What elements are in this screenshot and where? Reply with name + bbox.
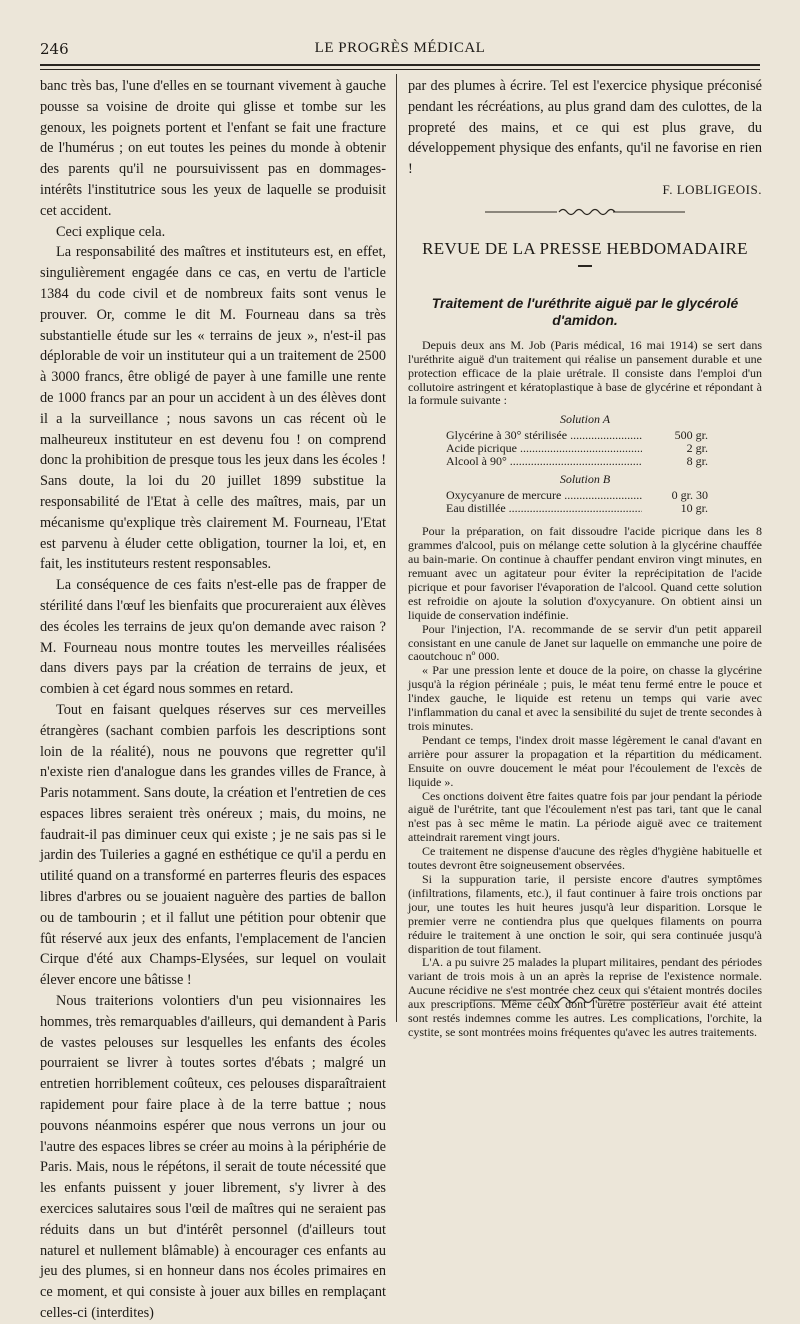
left-column <box>40 76 386 1324</box>
section-title: REVUE DE LA PRESSE HEBDOMADAIRE <box>422 238 748 258</box>
column-divider <box>396 74 397 1022</box>
page-header <box>40 40 760 62</box>
article-paragraph: Ce traitement ne dispense d'aucune des règles d'hygiène habituelle et toutes devront être soigneusement observées. <box>408 844 762 873</box>
section-dash <box>578 265 592 267</box>
paragraph: Nous traiterions volontiers d'un peu visionnaires les hommes, très remarquables d'ailleurs, qui demandent à Paris de vastes pelouses sur lesquelles les enfants des écoles pourraient se livrer à toutes sortes d'ébats ; malgré un entretien horriblement coûteux, ces pelouses disparaîtraient rapidement pour faire place à de la terre battue ; nous pouvons néanmoins espérer que nous verrons un jour ou l'autre des espaces libres se créer au moins à la périphérie de Paris. Mais, nous le répétons, il serait de toute nécessité que les enfants puissent y jouer librement, s'y livrer à des exercices salutaires sous l'œil de maîtres qui ne seraient pas réduits dans un but d'intérêt personnel (d'ailleurs tout naturel et nullement blâmable) à encourager ces enfants au jeu des plumes, si en honneur dans nos écoles primaires en ce moment, et qui consiste à jouer aux billes en remplaçant celles-ci (interdites) <box>40 993 387 1322</box>
formula-row <box>446 442 708 455</box>
paragraph: Ceci explique cela. <box>56 223 166 240</box>
article-paragraph: « Par une pression lente et douce de la poire, on chasse la glycérine jusqu'à la région périnéale ; puis, le méat tenu fermé entre le pouce et l'index gauche, le liquide est retenu un temps qui varie avec l'inflammation du canal et avec la sensibilité du sujet de trente secondes à trois minutes. <box>408 663 762 733</box>
article-paragraph: Ces onctions doivent être faites quatre fois par jour pendant la période aiguë de l'urétrite, tant que l'écoulement n'est pas tari, tant que le canal n'est pas à sec même le matin. La période aiguë avec ce traitement atteindrait rarement vingt jours. <box>408 788 762 845</box>
paragraph: Tout en faisant quelques réserves sur ces merveilles étrangères (sachant combien parfois les descriptions sont loin de la réalité), nous ne pouvons que regretter qu'il n'existe rien d'analogue dans les grandes villes de France, à Paris notamment. Sans doute, la création et l'entretien de ces espaces libres seraient très onéreux ; mais, du moins, ne faudrait-il pas diminuer ceux qui existe ; je ne sais pas si le jardin des Tuileries a gagné en esthétique ce qu'il a perdu en utilité quand on a transformé en parterres fleuris des espaces libres d'arbres ou se jouaient naguère des parties de ballon ou de tambourin ; et il fallut une pétition pour obtenir que fût réservé aux jeux des enfants, l'emplacement de l'ancien Cirque d'été aux Champs-Elysées, sur lequel on voulait élever encore une bâtisse ! <box>40 701 386 989</box>
solution-b-heading: Solution B <box>559 472 611 487</box>
solution-b-formula <box>446 489 708 515</box>
ingredient: Acide picrique ..... <box>446 442 642 455</box>
article-paragraph: L'A. a pu suivre 25 malades la plupart militaires, pendant des périodes variant de trois mois à un an après la reprise de l'existence normale. Aucune récidive ne s'est montrée chez ceux qui s'étaient montrés dociles aux prescriptions. Même ceux dont l'urètre postérieur avait été atteint sont restés indemnes comme les autres. Les complications, l'orchite, la cystite, se sont montrées moins fréquentes qu'avec les autres traitements. <box>408 955 762 1039</box>
quantity: 8 gr. <box>686 454 708 469</box>
formula-row <box>446 489 708 502</box>
article-paragraph: Pendant ce temps, l'index droit masse légèrement le canal d'avant en arrière pour assurer la propagation et la répartition du médicament. Ensuite on ouvre doucement le méat pour l'écoulement de l'excès de liquide ». <box>408 732 762 789</box>
ingredient: Glycérine à 30° stérilisée ..... <box>446 429 642 442</box>
continuation-paragraph: par des plumes à écrire. Tel est l'exercice physique préconisé pendant les récréations, au plus grand dam des culottes, de la propreté des mains, et ce qui est plus grave, du développement physique des enfants, qu'il ne favorise en rien ! <box>408 78 762 178</box>
ingredient: Eau distillée ..... <box>446 502 642 515</box>
author-signature: F. LOBLIGEOIS. <box>662 181 762 197</box>
formula-row <box>446 502 708 515</box>
paragraph: banc très bas, l'une d'elles en se tournant vivement à gauche pousse sa voisine de droite qui glisse et tombe sur les genoux, les poignets portent et l'enfant se fait une fracture de l'humérus ; on eut toutes les peines du monde à obtenir des parents qu'il ne poursuivissent pas en dommages-intérêts l'institutrice sous les yeux de laquelle se produisit cet accident. <box>40 78 386 219</box>
formula-row <box>446 429 708 442</box>
ornamental-separator <box>408 207 762 217</box>
right-column <box>408 76 762 1040</box>
ingredient: Oxycyanure de mercure ..... <box>446 489 642 502</box>
article-body <box>408 339 762 1040</box>
article-paragraph: Pour la préparation, on fait dissoudre l'acide picrique dans les 8 grammes d'alcool, puis on mélange cette solution à la glycérine chauffée au bain-marie. On continue à chauffer pendant environ vingt minutes, en remuant avec un agitateur pour éviter la reprécipitation de l'acide picrique et pour favoriser l'évaporation de l'alcool. Quand cette solution est refroidie on ajoute la solution d'oxycyanure. On obtient ainsi un liquide de conservation indéfinie. <box>408 524 762 622</box>
header-rule-thin <box>40 69 760 70</box>
ingredient: Alcool à 90° ..... <box>446 455 642 468</box>
article-paragraph: Si la suppuration tarie, il persiste encore d'autres symptômes (infiltrations, filaments, etc.), il faut continuer à faire trois onctions par jour, une toutes les huit heures jusqu'à leur disparition. Lorsque le premier verre ne contiendra plus que quelques filaments on pourra réduire le traitement à une onction le soir, qui sera continuée jusqu'à disparition de tout filament. <box>408 871 762 956</box>
running-title: LE PROGRÈS MÉDICAL <box>314 40 486 56</box>
article-paragraph: Pour l'injection, l'A. recommande de se servir d'un petit appareil consistant en une canule de Janet sur laquelle on emmanche une poire de caoutchouc nº 000. <box>408 621 762 664</box>
quantity: 2 gr. <box>686 441 708 456</box>
quantity: 0 gr. 30 <box>671 488 708 503</box>
article-intro: Depuis deux ans M. Job (Paris médical, 16 mai 1914) se sert dans l'uréthrite aiguë d'un traitement qui réalise un pansement durable et une protection efficace de la plaie urétrale. Il consiste dans l'emploi d'un collutoire astringent et kératoplastique à base de glycérine et répondant à la formule suivante : <box>408 337 762 408</box>
ornamental-separator-bottom <box>470 990 670 1009</box>
continuation-block <box>408 76 762 201</box>
article-title: Traitement de l'uréthrite aiguë par le glycérolé d'amidon. <box>431 294 739 328</box>
formula-row <box>446 455 708 468</box>
solution-a-heading: Solution A <box>559 412 611 427</box>
page-number: 246 <box>40 40 69 58</box>
paragraph: La conséquence de ces faits n'est-elle pas de frapper de stérilité dans l'œuf les bienfaits que procureraient aux élèves des écoles les terrains de jeux qu'on demande avec raison ? M. Fourneau nous montre toutes les merveilles réalisées dans divers pays par la création de terrains de jeux, et combien à cet égard nous sommes en retard. <box>40 577 386 698</box>
paragraph: La responsabilité des maîtres et instituteurs est, en effet, singulièrement engagée dans ce cas, en vertu de l'article 1384 du code civil et de nombreux faits sont venus le prouver. Or, comme le dit M. Fourneau dans sa très substantielle étude sur les « terrains de jeux », n'est-il pas déplorable de voir un instituteur qui a un traitement de 2500 à 3000 francs, être obligé de payer à une famille une rente de 1000 francs par an pour un accident à un des élèves dont il a la surveillance ; nous savons un cas récent où le malheureux instituteur en est devenu fou ! on comprend donc la prohibition de presque tous les jeux dans les écoles ! Sans doute, la loi du 20 juillet 1899 substitue la responsabilité de l'Etat à celle des maîtres, mais, par un mécanisme qu'explique très clairement M. Fourneau, l'Etat est parvenu à éluder cette obligation, tourner la loi, et, en fait, les instituteurs restent responsables. <box>40 244 386 573</box>
quantity: 10 gr. <box>680 501 708 516</box>
solution-a-formula <box>446 429 708 468</box>
header-rule <box>40 64 760 66</box>
quantity: 500 gr. <box>674 428 708 443</box>
